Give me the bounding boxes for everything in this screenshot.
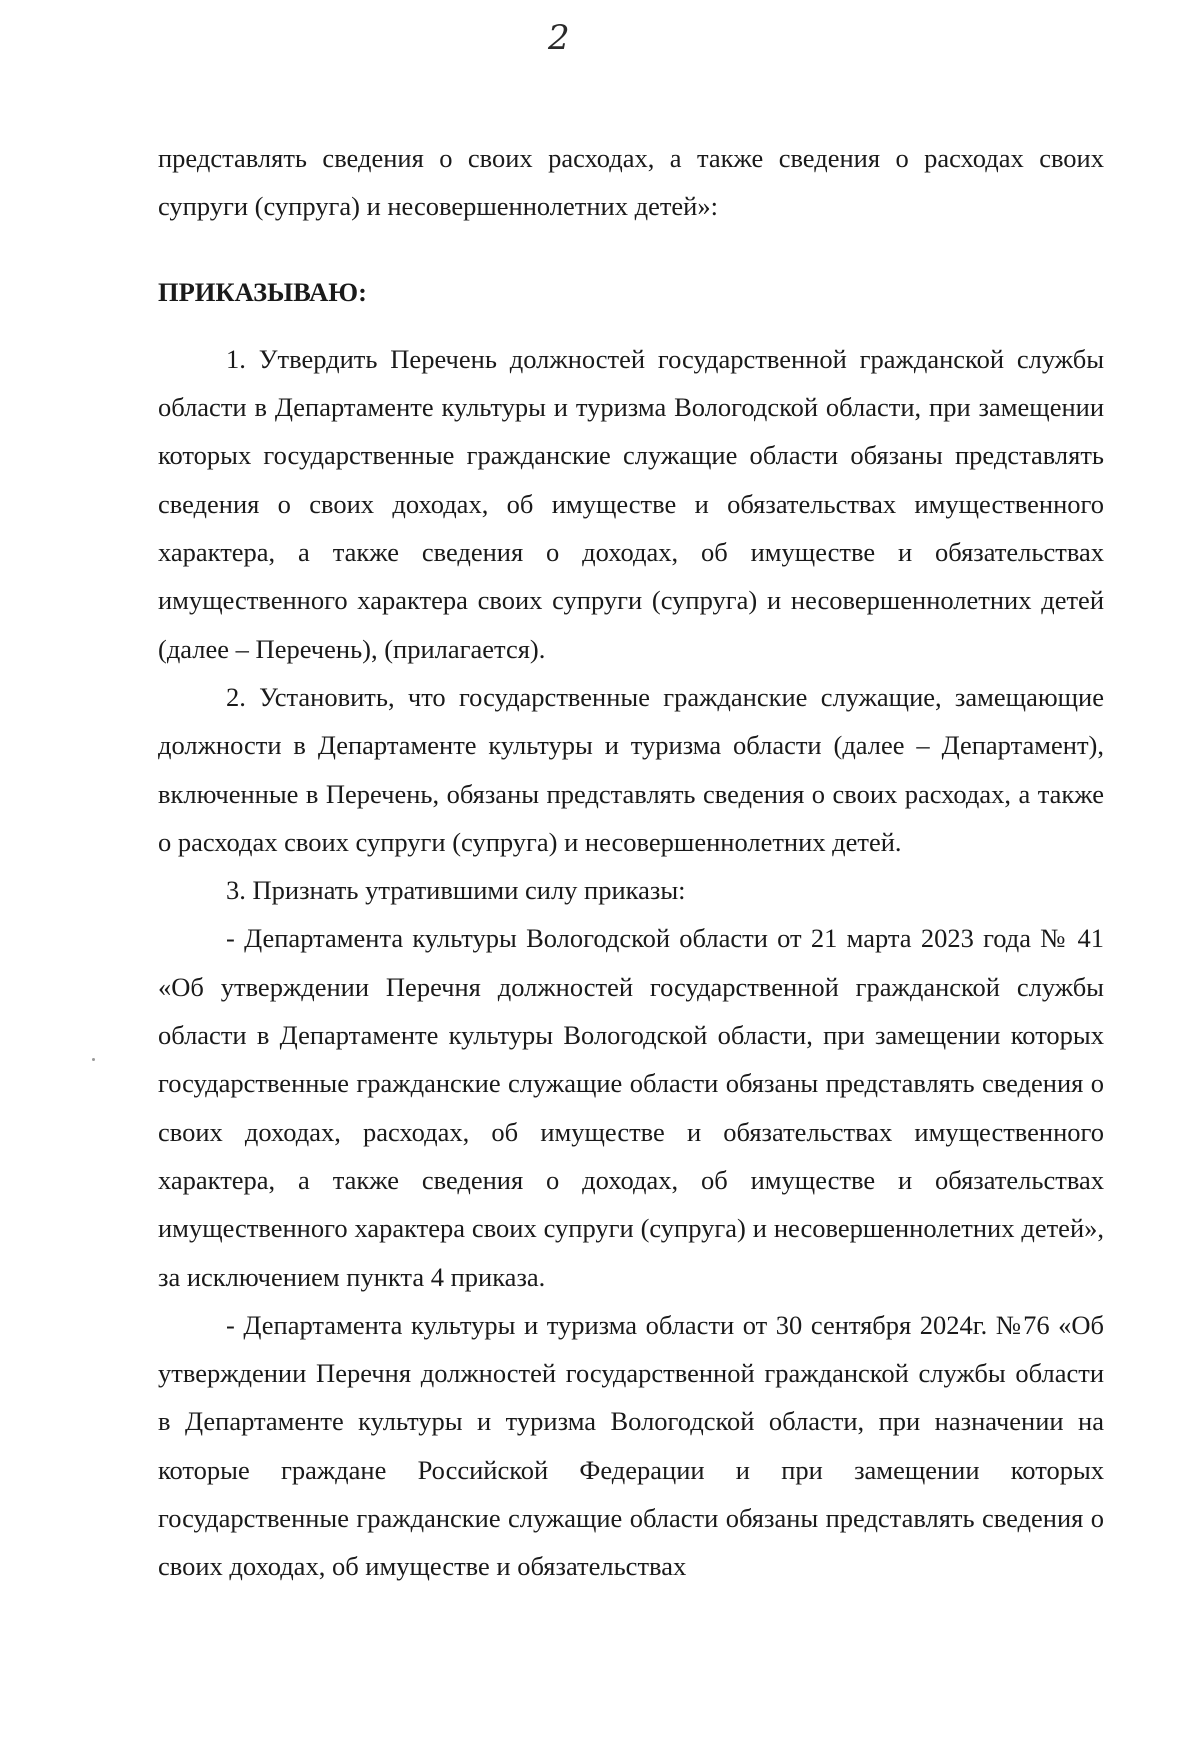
document-body — [158, 134, 1104, 1591]
repealed-order-2: - Департамента культуры и туризма области от 30 сентября 2024г. №76 «Об утверждении Перечня должностей государственной гражданской службы области в Департаменте культуры и туризма Вологодской области, при назначении на которые граждане Российской Федерации и при замещении которых государственные гражданские служащие области обязаны представлять сведения о своих доходах, об имуществе и обязательствах — [158, 1309, 1104, 1582]
order-item-1: 1. Утвердить Перечень должностей государственной гражданской службы области в Департаменте культуры и туризма Вологодской области, при замещении которых государственные гражданские служащие области обязаны представлять сведения о своих доходах, об имуществе и обязательствах имущественного характера, а также сведения о доходах, об имуществе и обязательствах имущественного характера своих супруги (супруга) и несовершеннолетних детей (далее – Перечень), (прилагается). — [158, 343, 1104, 664]
intro-paragraph: представлять сведения о своих расходах, а также сведения о расходах своих супруги (супруга) и несовершеннолетних детей»: — [158, 143, 1104, 222]
repealed-order-1: - Департамента культуры Вологодской области от 21 марта 2023 года № 41 «Об утверждении Перечня должностей государственной гражданской службы области в Департаменте культуры Вологодской области, при замещении которых государственные гражданские служащие области обязаны представлять сведения о своих доходах, расходах, об имуществе и обязательствах имущественного характера, а также сведения о доходах, об имуществе и обязательствах имущественного характера своих супруги (супруга) и несовершеннолетних детей», за исключением пункта 4 приказа. — [158, 923, 1104, 1292]
page-number: 2 — [548, 18, 570, 58]
order-item-2: 2. Установить, что государственные гражданские служащие, замещающие должности в Департаменте культуры и туризма области (далее – Департамент), включенные в Перечень, обязаны представлять сведения о своих расходах, а также о расходах своих супруги (супруга) и несовершеннолетних детей. — [158, 681, 1104, 857]
order-heading: ПРИКАЗЫВАЮ: — [158, 276, 367, 307]
order-item-3: 3. Признать утратившими силу приказы: — [226, 875, 686, 906]
scan-speck — [92, 1058, 95, 1061]
